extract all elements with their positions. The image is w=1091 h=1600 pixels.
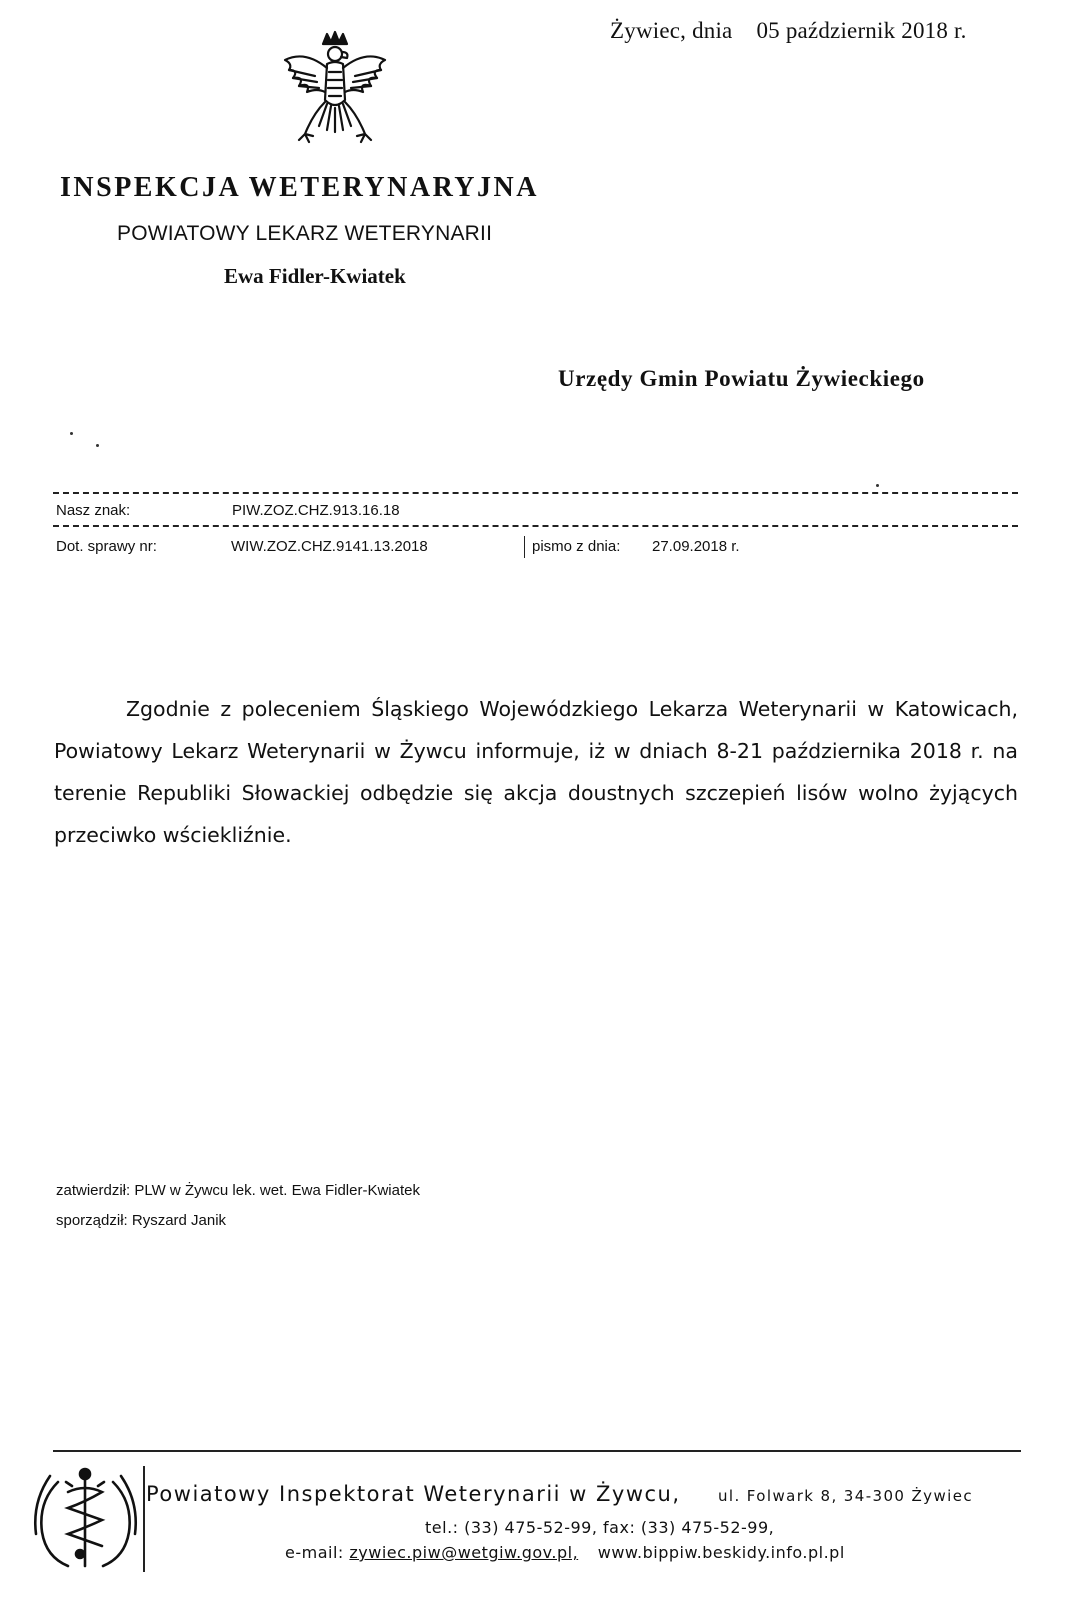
footer-divider [143,1466,145,1572]
scan-speck [70,432,73,435]
scan-speck [96,444,99,447]
document-date [610,18,967,44]
date-label: Żywiec, dnia [610,18,733,43]
letter-date-value: 27.09.2018 r. [652,538,740,555]
footer-organization: Powiatowy Inspektorat Weterynarii w Żywcu, [146,1482,681,1506]
caduceus-logo-icon [28,1462,143,1577]
case-ref-value: WIW.ZOZ.CHZ.9141.13.2018 [231,538,428,555]
organization-name: INSPEKCJA WETERYNARYJNA [60,172,539,203]
footer-address: ul. Folwark 8, 34-300 Żywiec [718,1487,973,1505]
email-label: e-mail: [285,1543,344,1562]
email-link[interactable]: zywiec.piw@wetgiw.gov.pl, [349,1543,579,1562]
reference-rule-top [53,492,1018,494]
date-value: 05 październik 2018 r. [756,18,967,43]
scan-speck [876,484,879,487]
website-link[interactable]: www.bippiw.beskidy.info.pl.pl [597,1543,845,1562]
reference-divider [524,536,525,558]
letter-body: Zgodnie z poleceniem Śląskiego Wojewódzkiego Lekarza Weterynarii w Katowicach, Powiatowy Lekarz Weterynarii w Żywcu informuje, iż w dniach 8-21 października 2018 r. na terenie Republiki Słowackiej odbędzie się akcja doustnych szczepień lisów wolno żyjących przeciwko wściekliźnie. [54,697,1018,847]
footer-phone-fax: tel.: (33) 475-52-99, fax: (33) 475-52-99, [425,1518,775,1537]
footer-contact [285,1543,845,1562]
reference-rule-middle [53,525,1018,527]
our-ref-value: PIW.ZOZ.CHZ.913.16.18 [232,502,400,519]
approved-by: zatwierdził: PLW w Żywcu lek. wet. Ewa Fidler-Kwiatek [56,1182,420,1199]
organization-subtitle: POWIATOWY LEKARZ WETERYNARII [117,222,493,245]
our-ref-label: Nasz znak: [56,502,131,519]
recipient: Urzędy Gmin Powiatu Żywieckiego [558,366,925,391]
footer-rule [53,1450,1021,1452]
prepared-by: sporządził: Ryszard Janik [56,1212,227,1229]
polish-eagle-icon [275,30,395,155]
organization-person: Ewa Fidler-Kwiatek [224,264,406,288]
letter-date-label: pismo z dnia: [532,538,621,555]
case-ref-label: Dot. sprawy nr: [56,538,157,555]
